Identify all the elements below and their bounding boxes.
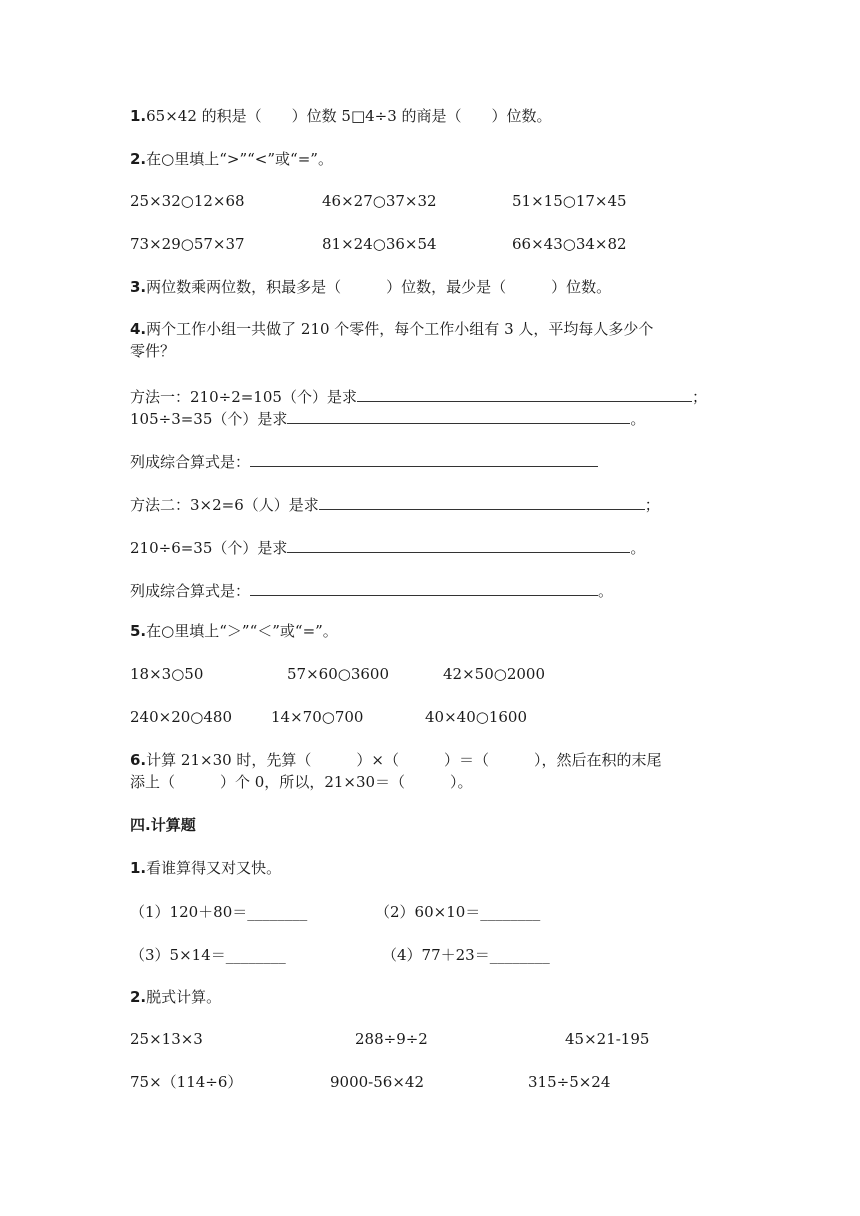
question-text: 两位数乘两位数，积最多是（ ）位数，最少是（ ）位数。: [146, 278, 612, 296]
method-1-combined: [130, 450, 598, 472]
question-text-continued: 添上（ ）个 0，所以，21×30＝（ ）。: [130, 773, 473, 791]
method-text: 105÷3=35（个）是求: [130, 410, 288, 428]
comparison-item: 40×40○1600: [425, 708, 528, 726]
comparison-item: 240×20○480: [130, 708, 233, 726]
expression: 75×（114÷6）: [130, 1073, 243, 1091]
punctuation: ；: [644, 496, 660, 514]
expression: 288÷9÷2: [355, 1030, 428, 1048]
comparison-item: 66×43○34×82: [512, 235, 627, 253]
comparison-item: 81×24○36×54: [322, 235, 437, 253]
question-6: [130, 750, 662, 770]
question-number: 2.: [130, 150, 147, 168]
calc-question-2: [130, 987, 221, 1007]
method-text: 列成综合算式是：: [130, 582, 251, 600]
answer-blank[interactable]: [287, 407, 630, 424]
answer-blank[interactable]: [319, 493, 645, 510]
question-number: 1.: [130, 107, 147, 125]
punctuation: ；: [691, 388, 707, 406]
question-2: [130, 149, 333, 169]
question-5: [130, 621, 338, 641]
question-number: 1.: [130, 859, 147, 877]
comparison-item: 57×60○3600: [287, 665, 390, 683]
question-number: 3.: [130, 278, 147, 296]
method-text: 方法一：210÷2=105（个）是求: [130, 388, 357, 406]
question-text: 脱式计算。: [146, 988, 222, 1006]
expression: 9000-56×42: [330, 1073, 424, 1091]
comparison-item: 25×32○12×68: [130, 192, 245, 210]
calc-item: （2）60×10＝________: [375, 903, 541, 921]
expression: 45×21-195: [565, 1030, 650, 1048]
question-text: 两个工作小组一共做了 210 个零件，每个工作小组有 3 人，平均每人多少个: [146, 320, 654, 338]
answer-blank[interactable]: [357, 385, 692, 402]
method-text: 列成综合算式是：: [130, 453, 251, 471]
question-number: 5.: [130, 622, 147, 640]
section-heading: 四.计算题: [130, 816, 196, 834]
method-2-step-1: [130, 493, 660, 515]
answer-blank[interactable]: [287, 536, 630, 553]
expression: 25×13×3: [130, 1030, 203, 1048]
expression: 315÷5×24: [528, 1073, 611, 1091]
question-4: [130, 319, 653, 339]
comparison-item: 42×50○2000: [443, 665, 546, 683]
calc-item: （1）120＋80＝________: [130, 903, 308, 921]
question-text: 在○里填上“＞”“＜”或“=”。: [146, 622, 338, 640]
question-text-continued: 零件？: [130, 342, 176, 360]
answer-blank[interactable]: [250, 579, 598, 596]
method-2-step-2: [130, 536, 645, 558]
calc-item: （4）77＋23＝________: [382, 946, 550, 964]
question-number: 2.: [130, 988, 147, 1006]
punctuation: 。: [598, 582, 614, 600]
comparison-item: 14×70○700: [271, 708, 364, 726]
method-text: 210÷6=35（个）是求: [130, 539, 288, 557]
question-1: [130, 106, 552, 126]
comparison-item: 51×15○17×45: [512, 192, 627, 210]
method-1-step-2: [130, 407, 645, 429]
question-text: 在○里填上“>”“<”或“=”。: [146, 150, 333, 168]
answer-blank[interactable]: [250, 450, 598, 467]
method-1-step-1: [130, 385, 707, 407]
method-2-combined: [130, 579, 613, 601]
comparison-item: 18×3○50: [130, 665, 204, 683]
calc-question-1: [130, 858, 281, 878]
question-number: 6.: [130, 751, 147, 769]
method-text: 方法二：3×2=6（人）是求: [130, 496, 319, 514]
question-number: 4.: [130, 320, 147, 338]
question-text: 65×42 的积是（ ）位数 5□4÷3 的商是（ ）位数。: [146, 107, 552, 125]
punctuation: 。: [630, 410, 646, 428]
comparison-item: 73×29○57×37: [130, 235, 245, 253]
punctuation: 。: [630, 539, 646, 557]
question-text: 计算 21×30 时，先算（ ）×（ ）＝（ ），然后在积的末尾: [146, 751, 662, 769]
comparison-item: 46×27○37×32: [322, 192, 437, 210]
question-3: [130, 277, 611, 297]
calc-item: （3）5×14＝________: [130, 946, 286, 964]
question-text: 看谁算得又对又快。: [146, 859, 282, 877]
